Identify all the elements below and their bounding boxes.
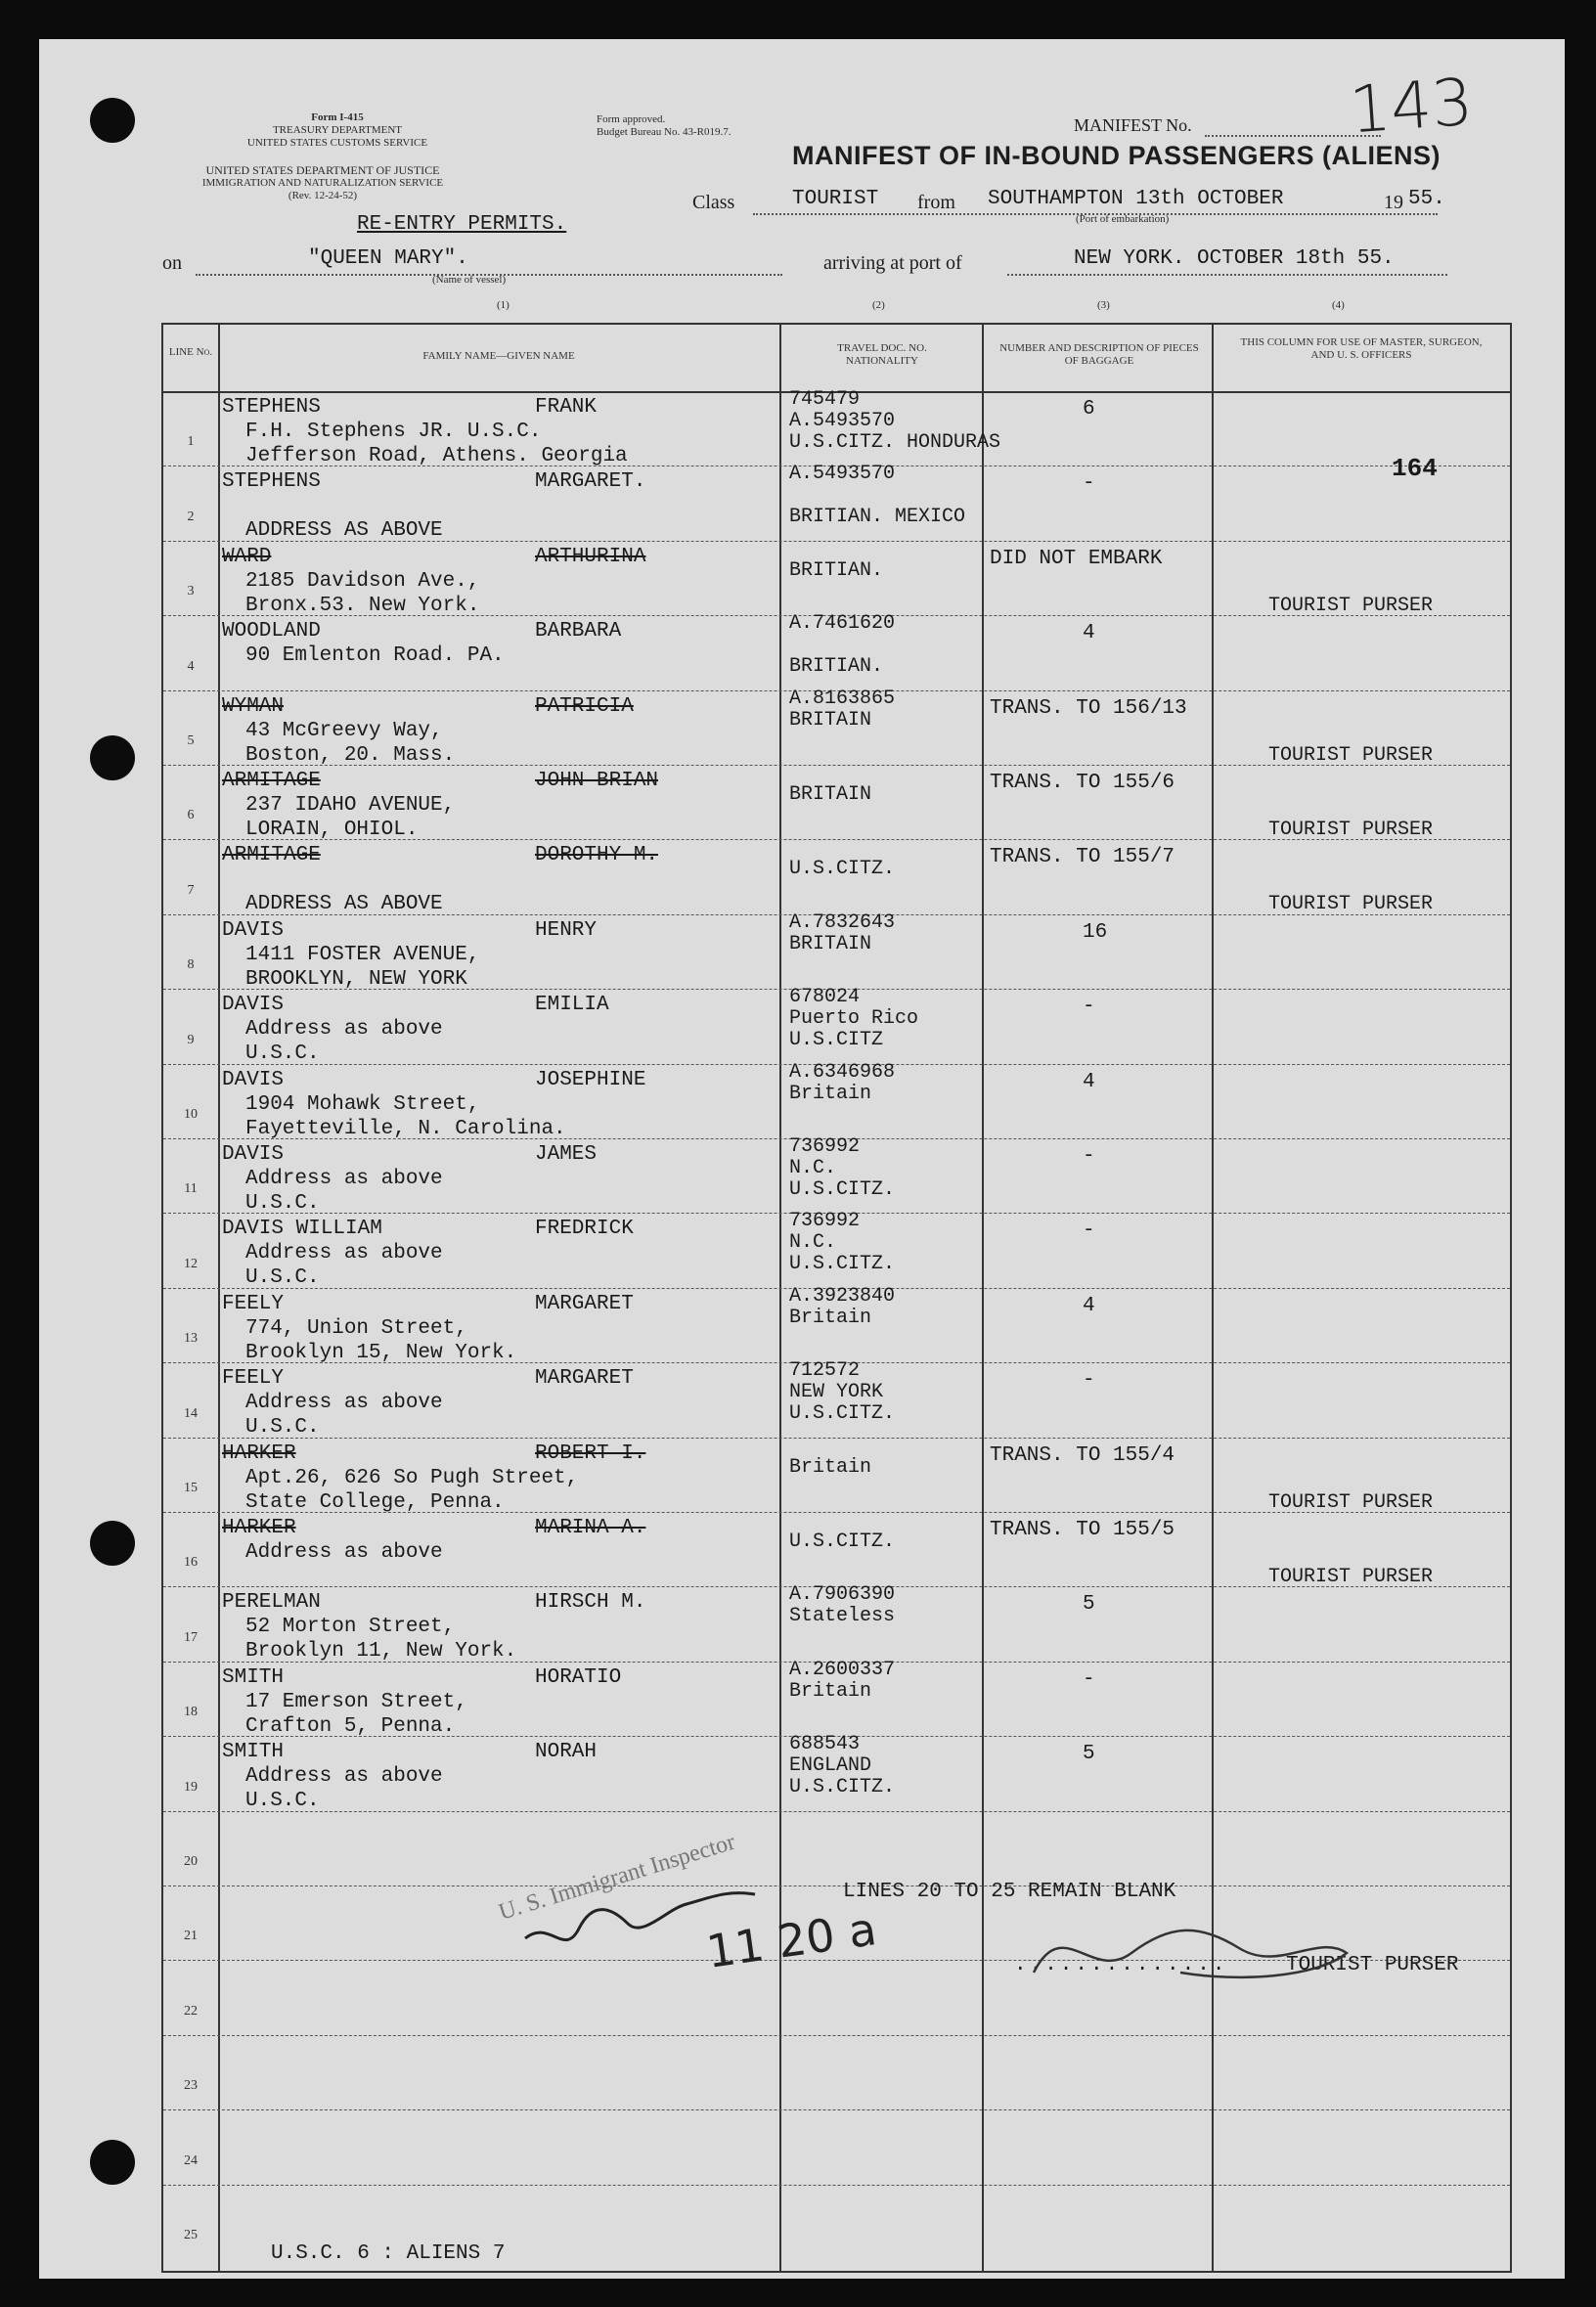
passenger-given-name: MARINA A.	[535, 1517, 646, 1539]
passenger-address-line: Boston, 20. Mass.	[245, 743, 456, 767]
line-number: 8	[187, 957, 195, 973]
travel-doc-line: 745479	[789, 388, 861, 411]
col-number-3: (3)	[1097, 299, 1110, 311]
travel-doc-line: U.S.CITZ.	[789, 858, 896, 881]
row-rule	[163, 1811, 1510, 1812]
col-header-line: LINE No.	[168, 346, 213, 358]
baggage-count: -	[1083, 1220, 1095, 1243]
row-rule	[163, 2109, 1510, 2110]
manifest-table	[161, 323, 1512, 2273]
travel-doc-line: 688543	[789, 1733, 861, 1756]
line-number: 12	[184, 1256, 198, 1271]
line-number: 19	[184, 1779, 198, 1795]
passenger-given-name: MARGARET	[535, 1367, 634, 1391]
inspector-time: 11 20 a	[703, 1902, 880, 1978]
travel-doc-line: A.6346968	[789, 1060, 896, 1084]
travel-doc-line: 736992	[789, 1135, 861, 1158]
baggage-count: -	[1083, 472, 1095, 496]
travel-doc-line: BRITIAN.	[789, 558, 884, 582]
passenger-address-line: 2185 Davidson Ave.,	[245, 569, 480, 593]
passenger-address-line: U.S.C.	[245, 1043, 320, 1066]
approval-block: Form approved. Budget Bureau No. 43-R019.7.	[597, 113, 732, 138]
passenger-address-line: Fayetteville, N. Carolina.	[245, 1117, 566, 1140]
passenger-address-line: U.S.C.	[245, 1790, 320, 1813]
purser-note: TOURIST PURSER	[1268, 1490, 1434, 1514]
passenger-family-name: ARMITAGE	[222, 844, 321, 867]
passenger-address-line: ADDRESS AS ABOVE	[245, 893, 443, 916]
travel-doc-line: U.S.CITZ.	[789, 1531, 896, 1553]
passenger-address-line: 90 Emlenton Road. PA.	[245, 644, 505, 668]
line-number: 22	[184, 2003, 198, 2019]
passenger-address-line: Jefferson Road, Athens. Georgia	[245, 445, 628, 467]
passenger-address-line: U.S.C.	[245, 1416, 320, 1440]
passenger-given-name: FREDRICK	[535, 1218, 634, 1241]
officer-number: 164	[1392, 454, 1438, 483]
line-number: 21	[184, 1929, 198, 1944]
passenger-family-name: STEPHENS	[222, 470, 321, 494]
line-number: 15	[184, 1480, 198, 1495]
travel-doc-line: U.S.CITZ	[789, 1029, 884, 1052]
line-number: 14	[184, 1405, 198, 1421]
baggage-count: 4	[1083, 1294, 1095, 1317]
col-number-2: (2)	[872, 299, 885, 311]
passenger-address-line: Address as above	[245, 1242, 443, 1265]
from-value: SOUTHAMPTON 13th OCTOBER	[988, 188, 1284, 210]
line-number: 6	[187, 808, 195, 823]
baggage-count: -	[1083, 1145, 1095, 1168]
passenger-address-line: Address as above	[245, 1168, 443, 1190]
travel-doc-line: N.C.	[789, 1157, 837, 1179]
passenger-given-name: HENRY	[535, 918, 598, 942]
passenger-given-name: HORATIO	[535, 1665, 622, 1689]
travel-doc-line: BRITAIN	[789, 708, 872, 732]
col-header-baggage: NUMBER AND DESCRIPTION OF PIECES OF BAGGAGE	[999, 342, 1199, 367]
passenger-address-line: State College, Penna.	[245, 1490, 505, 1514]
col-number-1: (1)	[497, 299, 510, 311]
row-rule	[163, 2035, 1510, 2036]
year-value: 55.	[1408, 188, 1445, 210]
line-number: 9	[187, 1032, 195, 1047]
travel-doc-line: A.5493570	[789, 463, 896, 486]
col-header-travel-doc: TRAVEL DOC. NO. NATIONALITY	[837, 342, 927, 367]
passenger-family-name: FEELY	[222, 1367, 285, 1391]
column-divider	[218, 325, 220, 2271]
line-number: 18	[184, 1705, 198, 1720]
line-number: 13	[184, 1331, 198, 1347]
footer-totals: U.S.C. 6 : ALIENS 7	[271, 2242, 506, 2265]
line-number: 10	[184, 1106, 198, 1122]
line-number: 20	[184, 1853, 198, 1869]
travel-doc-line: A.7461620	[789, 612, 896, 636]
travel-doc-line: U.S.CITZ.	[789, 1178, 896, 1201]
col-header-name: FAMILY NAME—GIVEN NAME	[422, 350, 575, 362]
passenger-given-name: PATRICIA	[535, 694, 634, 718]
purser-note: TOURIST PURSER	[1268, 893, 1434, 916]
line-number: 7	[187, 882, 195, 898]
line-number: 23	[184, 2078, 198, 2094]
travel-doc-line: Britain	[789, 1679, 872, 1703]
baggage-count: 5	[1083, 1743, 1095, 1766]
travel-doc-line: Britain	[789, 1306, 872, 1329]
form-id-block: Form I-415 TREASURY DEPARTMENT UNITED STATES CUSTOMS SERVICE	[246, 111, 428, 149]
passenger-address-line: Address as above	[245, 1392, 443, 1415]
passenger-address-line: BROOKLYN, NEW YORK	[245, 967, 467, 991]
travel-doc-line: U.S.CITZ.	[789, 1776, 896, 1799]
class-value: TOURIST	[792, 188, 879, 210]
baggage-count: 6	[1083, 398, 1095, 421]
travel-doc-line: A.8163865	[789, 687, 896, 710]
row-rule	[163, 1438, 1510, 1439]
passenger-given-name: NORAH	[535, 1741, 598, 1764]
passenger-given-name: ROBERT I.	[535, 1442, 646, 1465]
punch-hole	[90, 735, 135, 780]
passenger-family-name: WOODLAND	[222, 620, 321, 643]
travel-doc-line: A.7832643	[789, 910, 896, 934]
travel-doc-line: BRITIAN.	[789, 655, 884, 679]
passenger-address-line: Address as above	[245, 1541, 443, 1564]
passenger-address-line: U.S.C.	[245, 1192, 320, 1215]
passenger-family-name: DAVIS	[222, 1143, 285, 1166]
line-number: 4	[187, 658, 195, 674]
column-divider	[779, 325, 781, 2271]
travel-doc-line: 712572	[789, 1359, 861, 1383]
purser-signature	[1024, 1894, 1376, 2002]
baggage-count: 4	[1083, 622, 1095, 645]
passenger-family-name: ARMITAGE	[222, 770, 321, 792]
passenger-address-line: 774, Union Street,	[245, 1316, 467, 1340]
travel-doc-line: BRITIAN. MEXICO	[789, 506, 966, 529]
travel-doc-line: BRITAIN	[789, 932, 872, 955]
passenger-given-name: DOROTHY M.	[535, 844, 659, 867]
col-number-4: (4)	[1332, 299, 1345, 311]
passenger-address-line: Address as above	[245, 1765, 443, 1789]
vessel-value: "QUEEN MARY".	[308, 247, 468, 270]
passenger-given-name: JAMES	[535, 1143, 598, 1166]
port-caption: (Port of embarkation)	[1076, 213, 1170, 225]
baggage-count: TRANS. TO 155/6	[990, 772, 1175, 794]
row-rule	[163, 2185, 1510, 2186]
passenger-address-line: U.S.C.	[245, 1266, 320, 1290]
manifest-number: 143	[1347, 64, 1476, 149]
baggage-count: TRANS. TO 155/5	[990, 1519, 1175, 1541]
vessel-caption: (Name of vessel)	[432, 274, 507, 286]
baggage-count: -	[1083, 1667, 1095, 1691]
baggage-count: 16	[1083, 920, 1108, 944]
passenger-address-line: Apt.26, 626 So Pugh Street,	[245, 1466, 579, 1489]
travel-doc-line: 736992	[789, 1210, 861, 1233]
from-label: from	[917, 192, 955, 213]
col-header-officers: THIS COLUMN FOR USE OF MASTER, SURGEON, AND U. S. OFFICERS	[1240, 336, 1483, 361]
travel-doc-line: 678024	[789, 986, 861, 1009]
passenger-address-line: 1411 FOSTER AVENUE,	[245, 943, 480, 966]
baggage-count: TRANS. TO 155/7	[990, 846, 1175, 869]
passenger-family-name: WARD	[222, 545, 272, 568]
passenger-address-line: Crafton 5, Penna.	[245, 1714, 456, 1738]
passenger-address-line: 52 Morton Street,	[245, 1616, 456, 1639]
travel-doc-line: U.S.CITZ.	[789, 1402, 896, 1426]
passenger-address-line: Brooklyn 11, New York.	[245, 1640, 517, 1664]
travel-doc-line: Puerto Rico	[789, 1007, 919, 1031]
passenger-address-line: Brooklyn 15, New York.	[245, 1341, 517, 1364]
manifest-no-label: MANIFEST No.	[1074, 115, 1192, 135]
reentry-permits: RE-ENTRY PERMITS.	[357, 213, 567, 236]
passenger-given-name: HIRSCH M.	[535, 1591, 646, 1615]
passenger-family-name: STEPHENS	[222, 396, 321, 419]
baggage-count: TRANS. TO 156/13	[990, 696, 1187, 720]
class-label: Class	[692, 192, 735, 213]
passenger-family-name: DAVIS	[222, 1068, 285, 1091]
travel-doc-line: Britain	[789, 1082, 872, 1105]
line-number: 2	[187, 509, 195, 524]
punch-hole	[90, 1521, 135, 1566]
travel-doc-line: Stateless	[789, 1605, 896, 1628]
travel-doc-line: NEW YORK	[789, 1381, 884, 1404]
travel-doc-line: U.S.CITZ.	[789, 1253, 896, 1276]
baggage-count: 5	[1083, 1593, 1095, 1617]
line-number: 3	[187, 584, 195, 599]
travel-doc-line: BRITAIN	[789, 783, 872, 806]
passenger-family-name: DAVIS	[222, 994, 285, 1017]
passenger-address-line: ADDRESS AS ABOVE	[245, 519, 443, 543]
travel-doc-line: A.5493570	[789, 410, 896, 432]
passenger-address-line: Address as above	[245, 1018, 443, 1042]
purser-note: TOURIST PURSER	[1268, 743, 1434, 767]
travel-doc-line: Britain	[789, 1455, 872, 1479]
baggage-count: -	[1083, 1369, 1095, 1393]
passenger-address-line: 17 Emerson Street,	[245, 1690, 467, 1713]
passenger-address-line: 43 McGreevy Way,	[245, 719, 443, 742]
passenger-given-name: JOHN BRIAN	[535, 770, 659, 792]
passenger-family-name: HARKER	[222, 1442, 296, 1465]
manifest-page	[39, 39, 1565, 2279]
travel-doc-line: A.3923840	[789, 1284, 896, 1308]
travel-doc-line: A.2600337	[789, 1658, 896, 1681]
passenger-given-name: MARGARET	[535, 1292, 634, 1315]
baggage-count: DID NOT EMBARK	[990, 547, 1163, 570]
travel-doc-line: ENGLAND	[789, 1754, 872, 1778]
passenger-given-name: ARTHURINA	[535, 545, 646, 568]
passenger-address-line: 237 IDAHO AVENUE,	[245, 794, 456, 817]
punch-hole	[90, 2140, 135, 2185]
baggage-count: TRANS. TO 155/4	[990, 1443, 1175, 1467]
passenger-given-name: FRANK	[535, 396, 598, 419]
on-label: on	[162, 252, 182, 274]
arrival-value: NEW YORK. OCTOBER 18th 55.	[1074, 247, 1395, 270]
passenger-given-name: MARGARET.	[535, 470, 646, 494]
passenger-address-line: Bronx.53. New York.	[245, 594, 480, 617]
passenger-family-name: DAVIS	[222, 918, 285, 942]
baggage-count: 4	[1083, 1070, 1095, 1093]
passenger-address-line: LORAIN, OHIOL.	[245, 819, 419, 841]
passenger-family-name: SMITH	[222, 1665, 285, 1689]
arriving-label: arriving at port of	[823, 252, 962, 274]
purser-note: TOURIST PURSER	[1268, 819, 1434, 841]
passenger-given-name: JOSEPHINE	[535, 1068, 646, 1091]
line-number: 1	[187, 434, 195, 450]
passenger-family-name: DAVIS WILLIAM	[222, 1218, 382, 1241]
column-divider	[982, 325, 984, 2271]
travel-doc-line: A.7906390	[789, 1583, 896, 1607]
department-block: UNITED STATES DEPARTMENT OF JUSTICE IMMIGRATION AND NATURALIZATION SERVICE (Rev. 12-24-52)	[201, 163, 444, 201]
line-number: 16	[184, 1555, 198, 1571]
passenger-given-name: BARBARA	[535, 620, 622, 643]
inspector-signature	[520, 1850, 833, 1968]
passenger-address-line: 1904 Mohawk Street,	[245, 1092, 480, 1116]
final-purser-dots: ..............	[1014, 1954, 1228, 1976]
passenger-family-name: HARKER	[222, 1517, 296, 1539]
line-number: 24	[184, 2152, 198, 2168]
passenger-family-name: SMITH	[222, 1741, 285, 1764]
punch-hole	[90, 98, 135, 143]
manifest-title: MANIFEST OF IN-BOUND PASSENGERS (ALIENS)	[792, 141, 1441, 170]
line-number: 11	[184, 1181, 198, 1197]
purser-note: TOURIST PURSER	[1268, 594, 1434, 617]
passenger-family-name: FEELY	[222, 1292, 285, 1315]
line-number: 17	[184, 1629, 198, 1645]
purser-note: TOURIST PURSER	[1268, 1566, 1434, 1588]
line-number: 5	[187, 732, 195, 748]
baggage-count: -	[1083, 996, 1095, 1019]
line-number: 25	[184, 2227, 198, 2242]
passenger-family-name: PERELMAN	[222, 1591, 321, 1615]
passenger-family-name: WYMAN	[222, 694, 285, 718]
final-purser-note: TOURIST PURSER	[1286, 1954, 1459, 1976]
travel-doc-line: N.C.	[789, 1231, 837, 1255]
passenger-address-line: F.H. Stephens JR. U.S.C.	[245, 421, 542, 443]
travel-doc-line: U.S.CITZ. HONDURAS	[789, 431, 1001, 454]
blank-lines-note: LINES 20 TO 25 REMAIN BLANK	[843, 1881, 1176, 1903]
inspector-stamp: U. S. Immigrant Inspector	[496, 1829, 738, 1926]
arrival-line	[1007, 274, 1447, 276]
year-prefix: 19	[1384, 192, 1403, 213]
passenger-given-name: EMILIA	[535, 994, 609, 1017]
